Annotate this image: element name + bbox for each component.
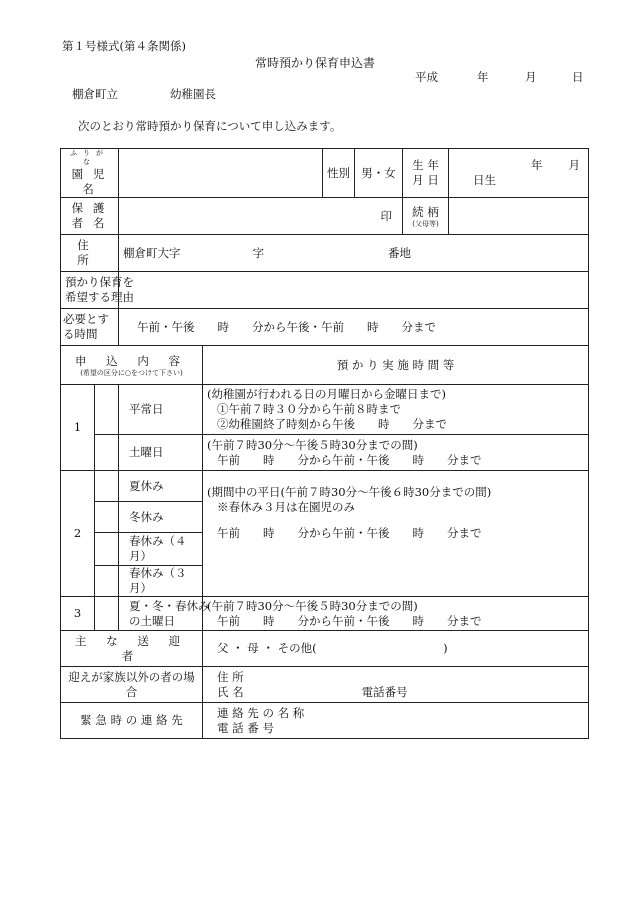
schedule-header: 預 か り 実 施 時 間 等 <box>203 346 589 385</box>
weekday-label: 平常日 <box>119 385 203 435</box>
spring-march-label: 春休み（３月） <box>119 566 203 597</box>
row-child-name <box>61 149 589 198</box>
emergency-contact: 連 絡 先 の 名 称 <box>217 705 305 720</box>
emergency-field[interactable] <box>203 703 589 739</box>
spring-april-mark[interactable] <box>95 533 119 566</box>
row-reason <box>61 272 589 309</box>
birth-month: 月 <box>568 158 580 172</box>
winter-label: 冬休み <box>119 502 203 533</box>
intro-text: 次のとおり常時預かり保育について申し込みます。 <box>78 119 342 133</box>
reason-field[interactable] <box>119 272 589 309</box>
address-field[interactable] <box>119 235 589 272</box>
birth-label <box>403 149 449 198</box>
guardian-label-text: 保 護 者 名 <box>71 201 108 230</box>
seal-mark: 印 <box>380 208 392 223</box>
nonfamily-name: 氏 名 <box>217 684 244 699</box>
relation-field[interactable] <box>449 198 589 235</box>
spring-march-mark[interactable] <box>95 566 119 597</box>
spring-april-label: 春休み（４月） <box>119 533 203 566</box>
time-needed-field[interactable]: 午前・午後 時 分から午後・午前 時 分まで <box>119 309 589 346</box>
request-header-cell <box>61 346 203 385</box>
holiday-saturday-mark[interactable] <box>95 597 119 631</box>
date-year: 年 <box>477 70 489 84</box>
row-request-header <box>61 346 589 385</box>
guardian-name-field[interactable] <box>119 198 403 235</box>
weekday-line-2: ①午前７時３０分から午前８時まで <box>217 402 401 416</box>
nonfamily-phone: 電話番号 <box>361 684 408 699</box>
address-banchi: 番地 <box>388 245 411 260</box>
row-holiday-saturday <box>61 597 589 631</box>
summer-label: 夏休み <box>119 471 203 502</box>
holiday-saturday-label-2: の土曜日 <box>129 613 175 628</box>
holiday-saturday-line-2: 午前 時 分から午前・午後 時 分まで <box>217 613 482 628</box>
emergency-phone: 電 話 番 号 <box>217 720 274 735</box>
vacation-details <box>203 471 589 597</box>
guardian-label <box>61 198 119 235</box>
row-guardian <box>61 198 589 235</box>
winter-mark[interactable] <box>95 502 119 533</box>
pickup-field[interactable]: 父 ・ 母 ・ その他( ) <box>203 631 589 667</box>
section-3-number: 3 <box>61 597 95 631</box>
nonfamily-label: 迎えが家族以外の者の場合 <box>61 667 203 703</box>
section-2-number: 2 <box>61 471 95 597</box>
application-table <box>60 148 589 739</box>
holiday-saturday-label-1: 夏・冬・春休み <box>129 598 210 613</box>
relation-note: (父母等) <box>412 219 439 228</box>
row-saturday <box>61 435 589 471</box>
addressee-town: 棚倉町立 <box>72 87 118 101</box>
reason-label-2: 希望する理由 <box>65 290 134 304</box>
relation-label-text: 続 柄 <box>412 204 439 219</box>
request-note: (希望の区分に○をつけて下さい) <box>80 368 183 377</box>
address-aza: 字 <box>252 245 264 260</box>
addressee-title: 幼稚園長 <box>170 87 216 101</box>
address-town: 棚倉町大字 <box>123 245 181 260</box>
nonfamily-field[interactable] <box>203 667 589 703</box>
request-header: 申 込 内 容 <box>75 353 188 368</box>
birth-label-1: 生 年 <box>412 158 439 172</box>
date-month: 月 <box>525 70 537 84</box>
saturday-label: 土曜日 <box>119 435 203 471</box>
row-address <box>61 235 589 272</box>
vacation-line-2: ※春休み３月は在園児のみ <box>217 500 355 514</box>
form-number: 第１号様式(第４条関係) <box>62 39 186 53</box>
row-emergency <box>61 703 589 739</box>
section-1-number: 1 <box>61 385 95 471</box>
row-nonfamily <box>61 667 589 703</box>
weekday-line-3: ②幼稚園終了時刻から午後 時 分まで <box>217 417 447 431</box>
relation-label <box>403 198 449 235</box>
reason-label <box>61 272 134 309</box>
birth-year: 年 <box>531 158 543 172</box>
child-name-label-cell <box>61 149 119 198</box>
child-name-label: 園 児 名 <box>71 167 108 196</box>
gender-label: 性別 <box>323 149 355 198</box>
time-needed-label: 必要とする時間 <box>61 309 119 346</box>
row-summer <box>61 471 589 502</box>
vacation-line-3: 午前 時 分から午前・午後 時 分まで <box>217 526 482 540</box>
birth-label-2: 月 日 <box>412 173 439 187</box>
saturday-mark[interactable] <box>95 435 119 471</box>
child-furigana: ふりがな <box>70 149 109 166</box>
holiday-saturday-details <box>203 597 589 631</box>
holiday-saturday-line-1: (午前７時30分～午後５時30分までの間) <box>207 598 418 613</box>
weekday-details <box>203 385 589 435</box>
child-name-field[interactable] <box>119 149 323 198</box>
birth-day: 日生 <box>473 173 496 187</box>
holiday-saturday-label <box>119 597 210 631</box>
emergency-label: 緊 急 時 の 連 絡 先 <box>61 703 203 739</box>
nonfamily-address: 住 所 <box>217 669 244 684</box>
date-day: 日 <box>572 70 584 84</box>
address-label <box>61 235 119 272</box>
row-pickup <box>61 631 589 667</box>
saturday-line-1: (午前７時30分～午後５時30分までの間) <box>207 437 418 452</box>
saturday-line-2: 午前 時 分から午前・午後 時 分まで <box>217 452 482 467</box>
gender-options[interactable]: 男・女 <box>355 149 403 198</box>
date-era: 平成 <box>415 70 438 84</box>
weekday-line-1: (幼稚園が行われる日の月曜日から金曜日まで) <box>207 387 446 401</box>
pickup-label-text: 主 な 送 迎 者 <box>75 633 188 663</box>
pickup-label <box>61 631 203 667</box>
weekday-mark[interactable] <box>95 385 119 435</box>
vacation-line-1: (期間中の平日(午前７時30分～午後６時30分までの間) <box>207 485 492 499</box>
birth-date-field[interactable] <box>449 149 589 198</box>
address-label-text: 住 所 <box>77 238 102 267</box>
form-title: 常時預かり保育申込書 <box>254 56 375 70</box>
reason-label-1: 預かり保育を <box>65 275 134 289</box>
summer-mark[interactable] <box>95 471 119 502</box>
row-weekday <box>61 385 589 435</box>
row-time-needed <box>61 309 589 346</box>
saturday-details <box>203 435 589 471</box>
